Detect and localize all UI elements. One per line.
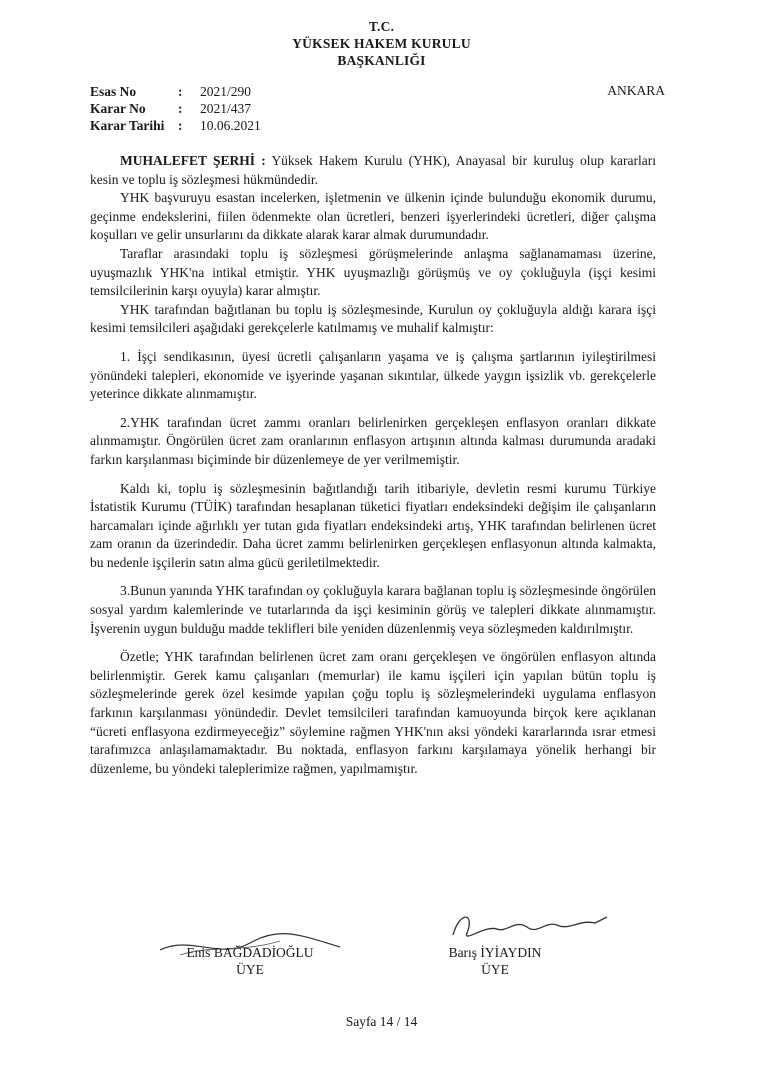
meta-row-karar (90, 100, 261, 117)
meta-colon: : (178, 101, 183, 116)
esas-value: 2021/290 (200, 84, 252, 99)
paragraph-3: Taraflar arasındaki toplu iş sözleşmesi görüşmelerinde anlaşma sağlanamaması üzerine, uyuşmazlık YHK'na intikal etmiştir. YHK uyuşmazlığı görüşmüş ve oy çokluğuyla (işçi kesimi temsilcilerinin karşı oyuyla) karar almıştır. (90, 245, 656, 299)
paragraph-intro (90, 152, 656, 189)
signatory-left-name: Enis BAĞDADİOĞLU (186, 945, 314, 960)
tarih-label: Karar Tarihi (90, 118, 165, 133)
paragraph-4: YHK tarafından bağıtlanan bu toplu iş sözleşmesinde, Kurulun oy çokluğuyla aldığı karara işçi kesimi temsilcileri aşağıdaki gerekçelerle katılmamış ve muhalif kalmıştır: (90, 301, 656, 336)
city: ANKARA (607, 83, 665, 98)
header-presidency: BAŞKANLIĞI (337, 53, 426, 68)
paragraph-reason-2: 2.YHK tarafından ücret zammı oranları belirlenirken gerçekleşen enflasyon oranları dikkate alınmamıştır. Öngörülen ücret zam oranlarının enflasyon artışının altında kalması durumunda aradaki farkın karşılanması biçiminde bir düzenlemeye de yer verilmemiştir. (90, 414, 656, 467)
page-number: Sayfa 14 / 14 (345, 1014, 418, 1029)
signatory-right-name: Barış İYİAYDIN (448, 945, 542, 960)
karar-value: 2021/437 (200, 101, 252, 116)
paragraph-reason-3: 3.Bunun yanında YHK tarafından oy çokluğuyla karara bağlanan toplu iş sözleşmesinde öngörülen sosyal yardım kalemlerinde ve tutarlarında da işçi kesiminin görüş ve talepleri dikkate alınmamıştır. İşverenin uygun bulduğu madde teklifleri bile yeniden düzenlenmiş veya sözleşmeden kaldırılmıştır. (90, 583, 656, 636)
document-body (90, 152, 656, 778)
paragraph-reason-1: 1. İşçi sendikasının, üyesi ücretli çalışanların yaşama ve iş çalışma şartlarının iyileştirilmesi yönündeki talepleri, ekonomide ve işyerinde yaşanan sıkıntılar, ülkede yaygın işsizlik vb. gerekçelerle yeterince dikkate alınmamıştır. (90, 348, 656, 402)
signatory-left-role: ÜYE (236, 962, 264, 977)
paragraph-summary: Özetle; YHK tarafından belirlenen ücret zam oranı gerçekleşen ve öngörülen enflasyon altında belirlenmiştir. Gerek kamu çalışanları (memurlar) ile kamu işçileri için yapılan bütün toplu iş sözleşmelerinde gerek özel kesimde yapılan çoğu toplu iş sözleşmelerindeki uygulama enflasyon farkının karşılanması yönündedir. Devlet temsilcileri tarafından kamuoyunda birçok kere açıklanan “ücreti enflasyona ezdirmeyeceğiz” söylemine rağmen YHK'nın aksi yöndeki kararlarında ısrar etmesi tarafımızca anlaşılamamaktadır. Bu noktada, enflasyon farkını karşılamaya yönelik herhangi bir düzenleme, bu yöndeki taleplerimize rağmen, yapılmamıştır. (90, 649, 656, 776)
meta-row-esas (90, 83, 261, 100)
header-tc: T.C. (368, 19, 395, 34)
dissent-heading: MUHALEFET ŞERHİ : (120, 153, 266, 168)
meta-colon: : (178, 118, 183, 133)
meta-row-tarih (90, 117, 261, 134)
case-meta (90, 83, 261, 134)
tarih-value: 10.06.2021 (200, 118, 261, 133)
signatory-right-role: ÜYE (481, 962, 509, 977)
signature-right (420, 944, 570, 978)
esas-label: Esas No (90, 84, 137, 99)
paragraph-intro-text: Yüksek Hakem Kurulu (YHK), Anayasal bir kuruluş olup kararları kesin ve toplu iş sözleşmesi hükmündedir. (90, 153, 656, 187)
karar-label: Karar No (90, 101, 146, 116)
meta-colon: : (178, 84, 183, 99)
paragraph-kaldi-ki: Kaldı ki, toplu iş sözleşmesinin bağıtlandığı tarih itibariyle, devletin resmi kurumu Türkiye İstatistik Kurumu (TÜİK) tarafından hesaplanan tüketici fiyatları endeksindeki değişim ile çalışanların harcamaları içinde ağırlıklı yer tutan gıda fiyatları endeksindeki artış, YHK tarafından belirlenen ücret zam oranın da üzerindedir. Daha ücret zammı belirlenirken gerçekleşen enflasyonun altında kalmakta, bu nedenle işçilerin satın alma gücü geriletilmektedir. (90, 480, 656, 570)
header-institution: YÜKSEK HAKEM KURULU (292, 36, 471, 51)
signature-left (170, 944, 330, 978)
paragraph-2: YHK başvuruyu esastan incelerken, işletmenin ve ülkenin içinde bulunduğu ekonomik durumu, geçinme endekslerini, fiilen ödenmekte olan ücretleri, benzeri işyerlerindeki ücretleri, diğer çalışma koşulları ve gelir unsurlarını da dikkate alarak karar almak durumundadır. (90, 190, 656, 243)
